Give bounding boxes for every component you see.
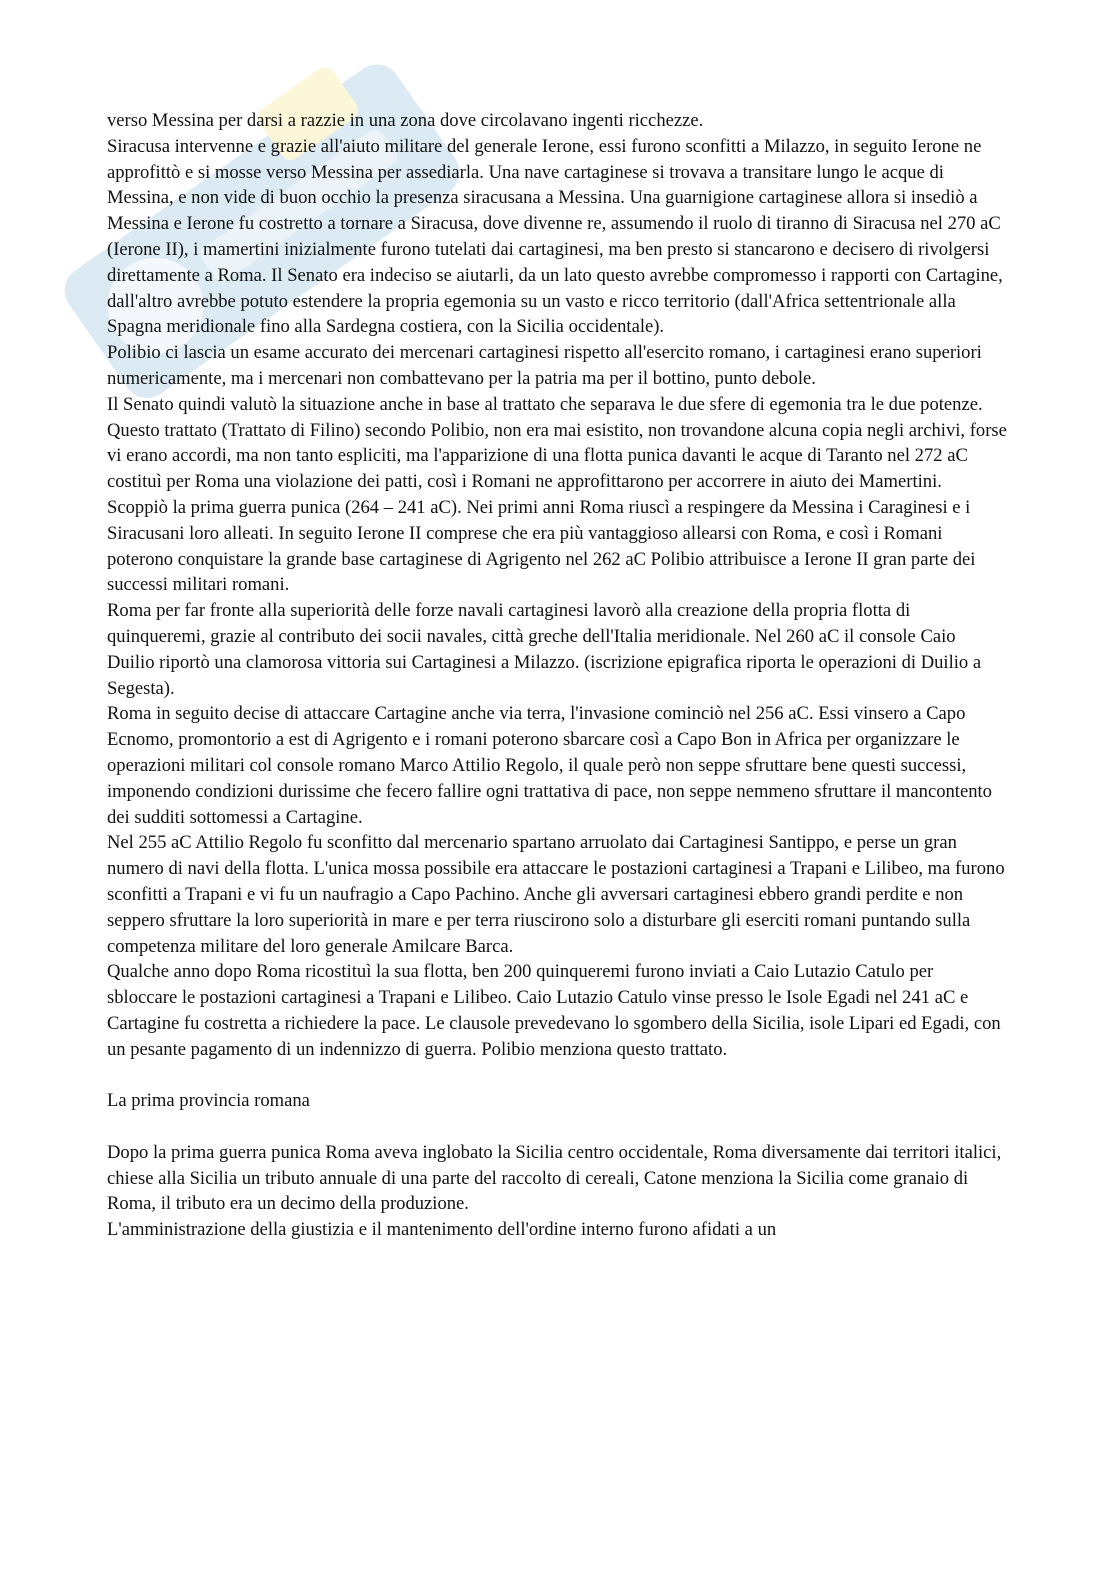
spacer [107,1114,1007,1140]
spacer [107,1062,1007,1088]
paragraph: Roma in seguito decise di attaccare Cartagine anche via terra, l'invasione cominciò nel 256 aC. Essi vinsero a Capo Ecnomo, promontorio a est di Agrigento e i romani poterono sbarcare così a Capo Bon in Africa per organizzare le operazioni militari col console romano Marco Attilio Regolo, il quale però non seppe sfruttare bene questi successi, imponendo condizioni durissime che fecero fallire ogni trattativa di pace, non seppe nemmeno sfruttare il mancontento dei sudditi sottomessi a Cartagine. [107,703,992,828]
paragraph: Roma per far fronte alla superiorità delle forze navali cartaginesi lavorò alla creazione della propria flotta di quinqueremi, grazie al contributo dei socii navales, città greche dell'Italia meridionale. Nel 260 aC il console Caio Duilio riportò una clamorosa vittoria sui Cartaginesi a Milazzo. (iscrizione epigrafica riporta le operazioni di Duilio a Segesta). [107,600,982,699]
paragraph: Qualche anno dopo Roma ricostituì la sua flotta, ben 200 quinqueremi furono inviati a Caio Lutazio Catulo per sbloccare le postazioni cartaginesi a Trapani e Lilibeo. Caio Lutazio Catulo vinse presso le Isole Egadi nel 241 aC e Cartagine fu costretta a richiedere la pace. Le clausole prevedevano lo sgombero della Sicilia, isole Lipari ed Egadi, con un pesante pagamento di un indennizzo di guerra. Polibio menziona questo trattato. [107,961,1001,1060]
paragraph: Scoppiò la prima guerra punica (264 – 241 aC). Nei primi anni Roma riuscì a respingere da Messina i Caraginesi e i Siracusani loro alleati. In seguito Ierone II comprese che era più vantaggioso allearsi con Roma, e così i Romani poterono conquistare la grande base cartaginese di Agrigento nel 262 aC Polibio attribuisce a Ierone II gran parte dei successi militari romani. [107,496,976,596]
document-body [107,108,1007,1243]
paragraph: L'amministrazione della giustizia e il mantenimento dell'ordine interno furono afidati a un [107,1219,777,1241]
paragraph: Nel 255 aC Attilio Regolo fu sconfitto dal mercenario spartano arruolato dai Cartaginesi Santippo, e perse un gran numero di navi della flotta. L'unica mossa possibile era attaccare le postazioni cartaginesi a Trapani e Lilibeo, ma furono sconfitti a Trapani e vi fu un naufragio a Capo Pachino. Anche gli avversari cartaginesi ebbero grandi perdite e non seppero sfruttare la loro superiorità in mare e per terra riuscirono solo a disturbare gli eserciti romani puntando sulla competenza militare del loro generale Amilcare Barca. [107,832,1005,957]
section-heading: La prima provincia romana [107,1090,310,1112]
paragraph: Polibio ci lascia un esame accurato dei mercenari cartaginesi rispetto all'esercito romano, i cartaginesi erano superiori numericamente, ma i mercenari non combattevano per la patria ma per il bottino, punto debole. [107,342,982,389]
paragraph: verso Messina per darsi a razzie in una zona dove circolavano ingenti ricchezze. [107,110,704,131]
paragraph: Dopo la prima guerra punica Roma aveva inglobato la Sicilia centro occidentale, Roma diversamente dai territori italici, chiese alla Sicilia un tributo annuale di una parte del raccolto di cereali, Catone menziona la Sicilia come granaio di Roma, il tributo era un decimo della produzione. [107,1141,1002,1215]
paragraph: Siracusa intervenne e grazie all'aiuto militare del generale Ierone, essi furono sconfitti a Milazzo, in seguito Ierone ne approfittò e si mosse verso Messina per assediarla. Una nave cartaginese si trovava a transitare lungo le acque di Messina, e non vide di buon occhio la presenza siracusana a Messina. Una guarnigione cartaginese allora si insediò a Messina e Ierone fu costretto a tornare a Siracusa, dove divenne re, assumendo il ruolo di tiranno di Siracusa nel 270 aC (Ierone II), i mamertini inizialmente furono tutelati dai cartaginesi, ma ben presto si stancarono e decisero di rivolgersi direttamente a Roma. Il Senato era indeciso se aiutarli, da un lato questo avrebbe compromesso i rapporti con Cartagine, dall'altro avrebbe potuto estendere la propria egemonia su un vasto e ricco territorio (dall'Africa settentrionale alla Spagna meridionale fino alla Sardegna costiera, con la Sicilia occidentale). [107,135,1003,338]
paragraph: Il Senato quindi valutò la situazione anche in base al trattato che separava le due sfere di egemonia tra le due potenze. Questo trattato (Trattato di Filino) secondo Polibio, non era mai esistito, non trovandone alcuna copia negli archivi, forse vi erano accordi, ma non tanto espliciti, ma l'apparizione di una flotta punica davanti le acque di Taranto nel 272 aC costituì per Roma una violazione dei patti, così i Romani ne approfittarono per accorrere in aiuto dei Mamertini. [107,393,1007,493]
